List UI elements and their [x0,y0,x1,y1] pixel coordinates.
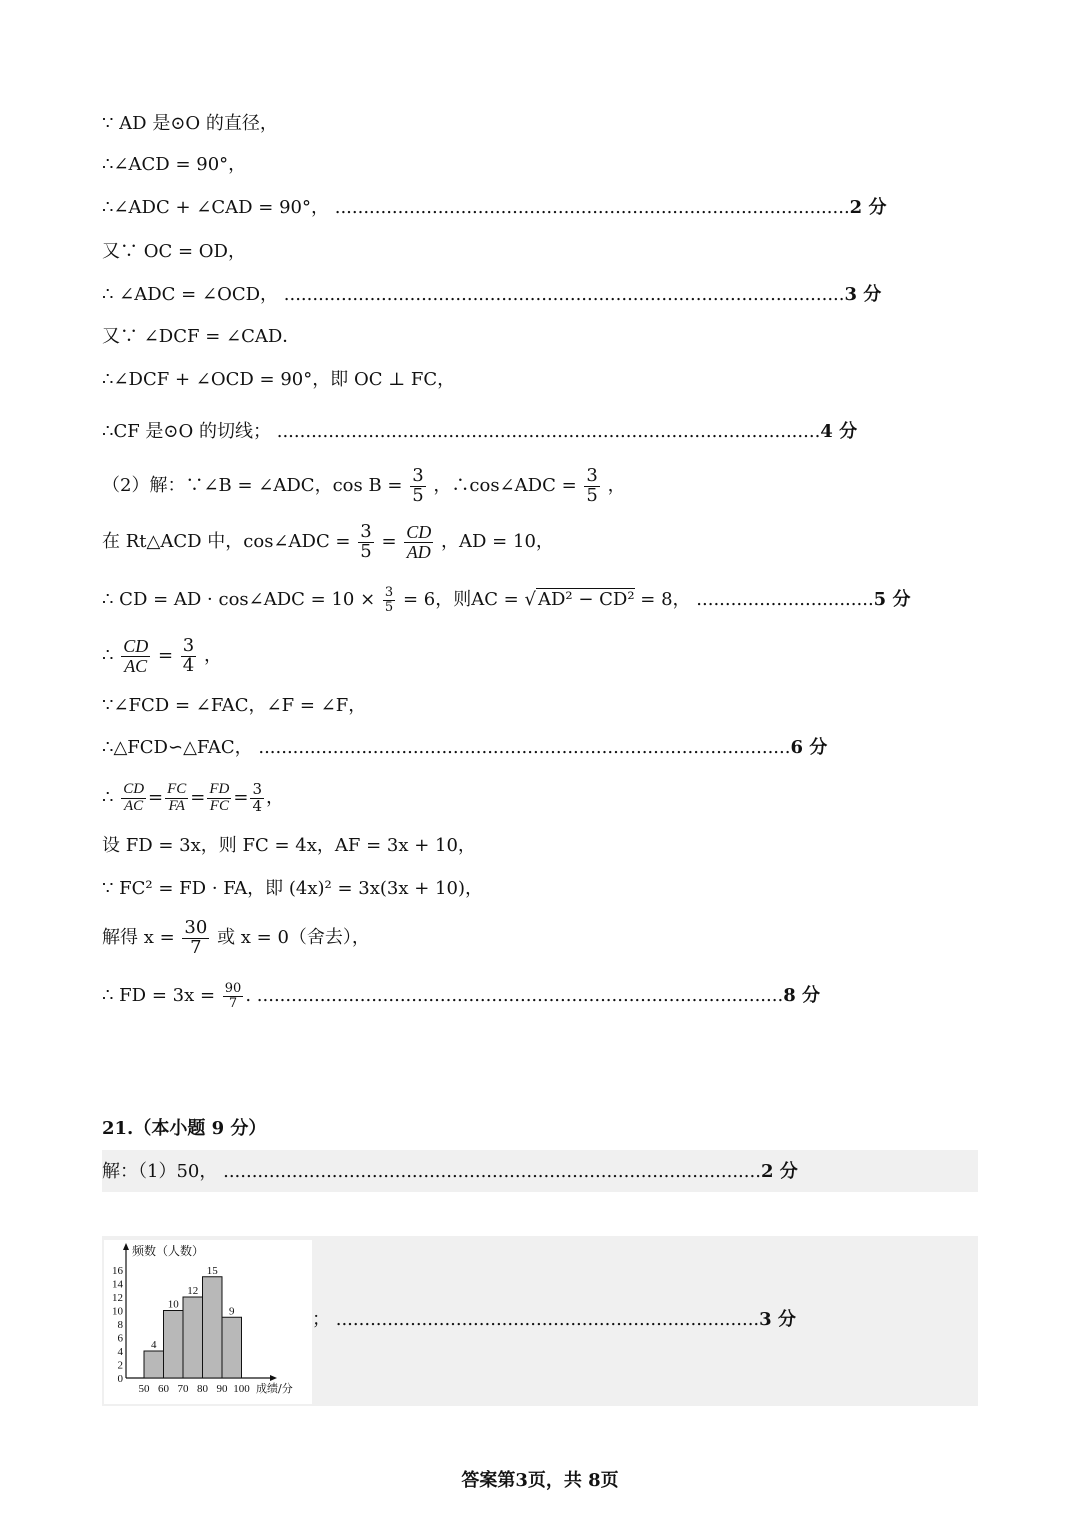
score-mark: 2 分 [760,1161,798,1182]
part2-line-8: 设 FD = 3x，则 FC = 4x，AF = 3x + 10， [102,835,476,856]
text: = 8， [640,589,691,610]
x-tick-label: 60 [158,1383,169,1395]
proof-line-5 [102,283,881,307]
proof-line-8 [102,420,857,444]
proof-line-3-text: ∴∠ADC + ∠CAD = 90°， [102,197,329,218]
histogram-bar [222,1317,242,1378]
y-tick-label: 14 [112,1278,123,1291]
proof-line-7: ∴∠DCF + ∠OCD = 90°，即 OC ⊥ FC， [102,369,456,390]
denominator: 7 [228,995,238,1011]
numerator: FD [209,780,230,797]
score-mark: 8 分 [783,985,820,1006]
numerator: 3 [384,584,394,600]
text: ， [203,645,222,666]
part2-line-7 [102,774,284,822]
text: 解得 x = [102,927,175,948]
part2-line-10 [102,914,370,962]
score-mark: 3 分 [759,1309,796,1330]
x-tick-label: 80 [197,1383,208,1395]
fraction [250,779,264,815]
numerator: 3 [586,464,598,486]
numerator: 90 [224,980,242,996]
y-axis-arrow [123,1243,129,1250]
score-dots: .......................................................................... [335,1309,760,1330]
text: . [245,985,252,1006]
fraction [223,982,244,1010]
text: ∴△FCD∽△FAC， [102,737,253,758]
numerator: CD [406,521,432,542]
proof-line-1: ∵ AD 是⊙O 的直径， [102,113,278,134]
text: ， [607,475,626,496]
equals: = [190,787,206,808]
fraction [584,464,599,506]
part2-line-6 [102,736,827,760]
denominator: FA [168,797,185,814]
fraction [121,637,150,676]
y-tick-label: 2 [117,1359,123,1372]
x-tick-label: 70 [177,1383,189,1395]
text: 或 x = 0（舍去）， [217,927,370,948]
histogram-bar [183,1297,203,1378]
y-tick-label: 0 [117,1373,123,1385]
page-footer: 答案第3页，共 8页 [461,1470,619,1491]
score-dots: ............................... [696,589,874,610]
denominator: 5 [412,484,424,506]
fraction [165,782,188,815]
text: ∴ [102,645,114,666]
score-dots: ............................................................................................ [256,985,784,1006]
score-mark: 3 分 [844,284,882,305]
x-tick-label: 50 [138,1383,150,1395]
denominator: 4 [182,654,195,676]
proof-line-2: ∴∠ACD = 90°， [102,154,247,175]
part2-line-5: ∵∠FCD = ∠FAC，∠F = ∠F， [102,695,367,716]
text: ，∴cos∠ADC = [433,475,577,496]
denominator: 5 [586,484,598,506]
part2-line-1 [102,464,626,508]
frequency-histogram [104,1240,312,1404]
denominator: AD [406,541,431,562]
fraction [358,520,373,562]
score-dots: ............................................................................................. [258,737,791,758]
numerator: 3 [412,464,424,486]
numerator: 3 [182,634,195,656]
text: = 6，则AC = √ [402,589,536,610]
histogram-bar [203,1277,223,1378]
text: ，AD = 10， [441,531,554,552]
text: ； [312,1309,330,1330]
text: ∴ CD = AD · cos∠ADC = 10 × [102,589,376,610]
denominator: 7 [190,936,202,958]
fraction [410,464,425,506]
denominator: 4 [252,796,263,815]
x-axis-arrow [270,1375,277,1381]
score-mark: 2 分 [849,197,887,218]
bar-value-label: 10 [167,1298,179,1311]
bar-value-label: 9 [229,1305,235,1318]
equals: = [157,645,174,666]
denominator: AC [124,655,148,676]
denominator: 5 [384,599,394,615]
score-mark: 6 分 [790,737,828,758]
y-tick-label: 10 [112,1305,123,1318]
fraction [181,634,196,676]
numerator: 3 [252,779,263,798]
text: 在 Rt△ACD 中，cos∠ADC = [102,531,351,552]
bar-value-label: 15 [206,1264,218,1277]
score-mark: 4 分 [820,421,858,442]
x-tick-label: 90 [216,1383,228,1395]
score-mark: 5 分 [873,589,911,610]
equals: = [381,531,397,552]
text: 解：（1）50， [102,1161,218,1182]
numerator: CD [123,780,145,797]
equals: = [233,787,249,808]
text: ， [266,787,285,808]
y-tick-label: 4 [117,1346,123,1358]
text: ∴ [102,787,114,808]
histogram-box [104,1240,312,1404]
proof-line-8-text: ∴CF 是⊙O 的切线； [102,421,271,442]
x-tick-label: 100 [233,1383,250,1395]
y-tick-label: 6 [117,1332,123,1345]
q21-answer-1 [102,1160,798,1184]
x-axis-label: 成绩/分 [256,1382,293,1395]
q21-title: 21.（本小题 9 分） [102,1118,267,1139]
numerator: 3 [360,520,372,542]
y-tick-label: 12 [112,1292,123,1304]
fraction [404,523,433,562]
fraction [121,782,146,815]
denominator: 5 [360,540,372,562]
bar-value-label: 12 [187,1285,199,1297]
part2-line-3 [102,580,910,620]
text: （2）解：∵∠B = ∠ADC，cos B = [102,475,403,496]
proof-line-5-text: ∴ ∠ADC = ∠OCD， [102,284,279,305]
numerator: FC [167,780,187,797]
score-dots: .......................................................................................... [334,197,850,218]
sqrt-content: AD² − CD² [537,589,635,610]
y-axis-label: 频数（人数） [132,1244,205,1258]
part2-line-4 [102,632,222,680]
fraction [383,586,395,614]
y-tick-label: 8 [117,1319,123,1331]
denominator: AC [124,797,144,814]
part2-line-9: ∵ FC² = FD · FA，即 (4x)² = 3x(3x + 10)， [102,878,483,899]
text: ∴ FD = 3x = [102,985,216,1006]
equals: = [148,787,164,808]
score-dots: ............................................................................................... [276,421,821,442]
q21-answer-2 [312,1308,796,1332]
part2-line-2 [102,518,554,566]
histogram-bar [164,1311,184,1379]
proof-line-3 [102,196,886,220]
fraction [207,782,231,815]
bar-value-label: 4 [151,1339,157,1351]
proof-line-4: 又∵ OC = OD， [102,241,246,262]
score-dots: .................................................................................................. [283,284,845,305]
numerator: 30 [184,916,208,938]
part2-line-11 [102,976,820,1016]
fraction [182,916,209,958]
numerator: CD [123,635,149,656]
denominator: FC [209,797,229,814]
histogram-bar [144,1351,164,1378]
score-dots: .............................................................................................. [223,1161,761,1182]
proof-line-6: 又∵ ∠DCF = ∠CAD． [102,326,301,347]
y-tick-label: 16 [112,1265,123,1277]
